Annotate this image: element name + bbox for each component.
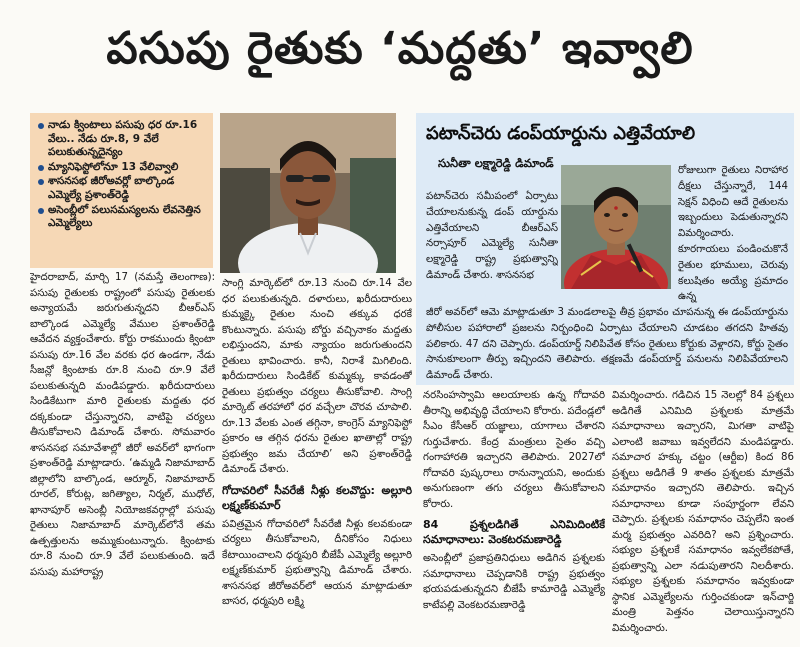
highlight-item xyxy=(38,204,207,231)
highlight-text: అసెంబ్లీలో పలుసమస్యలను లేవనెత్తిన ఎమ్మెల్యేలు xyxy=(48,203,201,230)
photo-mla-man xyxy=(220,113,396,273)
box-text-bottom: జీరో అవర్‌లో ఆమె మాట్లాడుతూ 3 మండలాలపై తీవ్ర ప్రభావం చూపనున్న ఈ డంప్‌యార్డును పోలీసుల పహారాలో ప్రజలను నిర్బంధించి ఏర్పాటు చేయాలని చూడటం తగదని హితవు పలికారు. 47 దని చెప్పారు. డంప్‌యార్డ్ నిలిపివేత కోసం రైతులు కోర్టుకు వెళ్లారని, కోర్టు సైతం సానుకూలంగా తీర్పు ఇచ్చిందని తెలిపారు. తక్షణమే డంప్‌యార్డ్ పనులను నిలిపివేయాలని డిమాండ్ చేశారు. xyxy=(426,307,788,382)
headline: పసుపు రైతుకు ‘మద్దతు’ ఇవ్వాలి xyxy=(106,23,694,74)
bullet-icon xyxy=(38,179,44,185)
highlight-text: నాడు క్వింటాలు పసుపు ధర రూ.16 వేలు.. నేడు రూ.8, 9 వేలే పలుకుతున్నదైన్యం xyxy=(48,119,198,159)
box-text-left: పటాన్‌చెరు సమీపంలో ఏర్పాటు చేయాలనుకున్న డంప్ యార్డును ఎత్తివేయాలని బీఆర్‌ఎస్ నర్సాపూర్ ఎమ్మెల్యే సునీతా లక్ష్మారెడ్డి రాష్ట్ర ప్రభుత్వాన్ని డిమాండ్ చేశారు. శాసనసభ xyxy=(426,191,558,281)
highlight-item xyxy=(38,161,207,175)
highlight-text: శాసనసభ జీరోఅవర్లో బాల్కొండ ఎమ్మెల్యే ప్రశాంత్‌రెడ్డి xyxy=(48,175,175,201)
box-title: పటాన్‌చెరు డంప్‌యార్డును ఎత్తివేయాలి xyxy=(426,123,696,144)
article-text: పవిత్రమైన గోదావరిలో సీవరేజీ నీళ్లు కలవకుండా చర్యలు తీసుకోవాలని, దీనికోసం నిధులు కేటాయించాలని ధర్మపురి బీజేపీ ఎమ్మెల్యే అల్లూరి లక్ష్మణ్‌కుమార్ ప్రభుత్వాన్ని డిమాండ్ చేశారు. శాసనసభ జీరోఅవర్‌లో ఆయన మాట్లాడుతూ బాసర, ధర్మపురి లక్ష్మి xyxy=(222,518,412,607)
article-text: విమర్శించారు. గడిచిన 15 నెలల్లో 84 ప్రశ్నలు అడిగితే ఎనిమిది ప్రశ్నలకు మాత్రమే సమాధానాలు ఇచ్చారని, మిగతా వాటిపై ఎలాంటి జవాబు ఇవ్వలేదని మండిపడ్డారు. సమాచార హక్కు చట్టం (ఆర్టీఐ) కింద 86 ప్రశ్నలు అడిగితే 9 శాతం ప్రశ్నలకు మాత్రమే సమాధానం ఇచ్చారని తెలిపారు. ఇచ్చిన సమాధానాలు కూడా సంపూర్ణంగా లేవని చెప్పారు. ప్రశ్నలకు సమాధానం చెప్పలేని ఇంత మర్మ ప్రభుత్వం ఎవరిది? అని ప్రశ్నించారు. సభ్యుల ప్రశ్నలకే సమాధానం ఇవ్వలేకపోతే, ప్రభుత్వాన్ని ఎలా నడుపుతారని నిలదీశారు. సభ్యుల ప్రశ్నలకు సమాధానం ఇవ్వకుండా స్థానిక ఎమ్మెల్యేలను గుర్తించకుండా ఇన్‌చార్జి మంత్రి పెత్తనం చెలాయిస్తున్నారని విమర్శించారు. xyxy=(612,390,794,634)
bullet-icon xyxy=(38,165,44,171)
bullet-icon xyxy=(38,208,44,214)
photo-mla-woman xyxy=(561,165,671,289)
bullet-icon xyxy=(38,123,44,129)
article-text: హైదరాబాద్, మార్చి 17 (నమస్తే తెలంగాణ): పసుపు రైతులకు రాష్ట్రంలో పసుపు రైతులకు అన్యాయమే జరుగుతున్నదని బీఆర్‌ఎస్ బాల్కొండ ఎమ్మెల్యే వేముల ప్రశాంత్‌రెడ్డి ఆవేదన వ్యక్తంచేశారు. కోర్టు రాకముందు క్వింటా పసుపు రూ.16 వేల వరకు ధర ఉండగా, నేడు సీజన్లో క్వింటాకు రూ.8 నుంచి రూ.9 వేలే పలుకుతున్నది మండిపడ్డారు. ఖరీదుదారులు సిండికేటుగా మారి రైతులకు మద్దతు ధర దక్కకుండా చేస్తున్నారని, వాటిపై చర్యలు తీసుకోవాలని డిమాండ్ చేశారు. సోమవారం శాసనసభ సమావేశాల్లో జీరో అవర్‌లో భాగంగా ప్రశాంత్‌రెడ్డి మాట్లాడారు. ‘ఉమ్మడి నిజామాబాద్ జిల్లాలోని బాల్కొండ, ఆర్మూర్, నిజామాబాద్ రూరల్, కోరుట్ల, జగిత్యాల, నిర్మల్, ముధోల్, ఖానాపూర్ అసెంబ్లీ నియోజకవర్గాల్లో పసుపు రైతులు నిజామాబాద్ మార్కెట్‌లోనే తమ ఉత్పత్తులను అమ్ముకుంటున్నారు. క్వింటాకు రూ.8 నుంచి రూ.9 వేలే పలుకుతుంది. ఇదే పసుపు మహారాష్ట్ర xyxy=(30,272,215,578)
highlight-item xyxy=(38,175,207,202)
highlights-box xyxy=(30,113,213,268)
highlight-item xyxy=(38,119,207,160)
questions-subhead: 84 ప్రశ్నలడిగితే ఎనిమిదింటికే సమాధానాలు: వెంకటరమణారెడ్డి xyxy=(423,518,605,546)
article-text: నరసింహస్వామి ఆలయాలకు ఉన్న గోదావరి తీరాన్ని అభివృద్ధి చేయాలని కోరారు. పదేండ్లలో సీఎం కేసీఆర్ యజ్ఞాలు, యాగాలు చేశారని గుర్తుచేశారు. కేంద్ర మంత్రులు సైతం వచ్చి గంగాహారతి ఇచ్చారని తెలిపారు. 2027లో గోదావరి పుష్కరాలు రానున్నాయని, అందుకు అనుగుణంగా తగు చర్యలు తీసుకోవాలని కోరారు. xyxy=(423,390,605,510)
box-text-right: రోజులుగా రైతులు నిరాహార దీక్షలు చేస్తున్నారే, 144 సెక్షన్ విధించి ఆదే రైతులను ఇబ్బందులు పెడుతున్నారని విమర్శించారు. కూరగాయలు పండించుకొనే రైతుల భూములు, చెరువు కలుషితం అయ్యే ప్రమాదం ఉన్న xyxy=(678,165,788,303)
highlight-text: మ్యానిఫెస్టోలోనూ 13 వేలివ్వాలి xyxy=(48,160,179,173)
article-text: సాంగ్లి మార్కెట్‌లో రూ.13 నుంచి రూ.14 వేల ధర పలుకుతున్నది. దళారులు, ఖరీదుదారులు కుమ్మక్కై రైతుల నుంచి తక్కువ ధరకే కొంటున్నారు. పసుపు బోర్డు వచ్చినాకం మద్దతు లభిస్తుందని, మాకు న్యాయం జరుగుతుందని రైతులు భావించారు. కానీ, నిరాశే మిగిలింది. ఖరీదుదారులు సిండికేట్ కుమ్మక్కు కావడంతో రైతులు ప్రభుత్వం చర్యలు తీసుకోవాలి. సాంగ్లి మార్కెట్ తరహాలో ధర వచ్చేలా చొరవ చూపాలి. రూ.13 వేలకు ఎంత తగ్గినా, కాంగ్రెస్ మ్యానిఫెస్టో ప్రకారం ఆ తగ్గిన ధరను రైతుల ఖాతాల్లో రాష్ట్ర ప్రభుత్వం జమ చేయాలి’ అని ప్రశాంత్‌రెడ్డి డిమాండ్ చేశారు. xyxy=(222,278,412,475)
box-subhead: సునీతా లక్ష్మారెడ్డి డిమాండ్ xyxy=(438,156,554,170)
article-column-2 xyxy=(222,276,412,640)
article-column-3 xyxy=(423,388,605,640)
article-column-1 xyxy=(30,270,215,640)
article-column-4 xyxy=(612,388,794,640)
godavari-subhead: గోదావరిలో సీవరేజీ నీళ్లు కలవొద్దు: అల్లూరి లక్ష్మణ్‌కుమార్ xyxy=(222,483,412,512)
article-text: అసెంబ్లీలో ప్రజాప్రతినిధులు అడిగిన ప్రశ్నలకు సమాధానాలు చెప్పడానికి రాష్ట్ర ప్రభుత్వం భయపడుతున్నదని బీజేపీ కామారెడ్డి ఎమ్మెల్యే కాటేపల్లి వెంకటరమణారెడ్డి xyxy=(423,553,605,611)
